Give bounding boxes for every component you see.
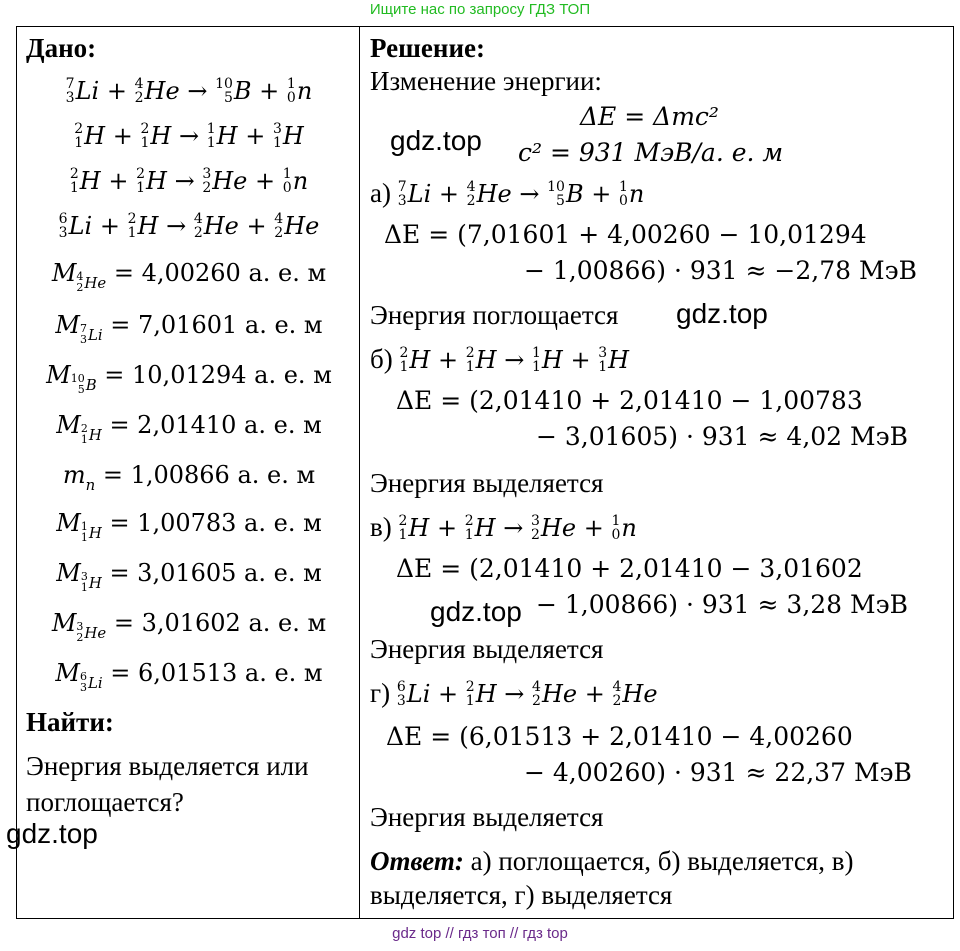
header-banner[interactable]: Ищите нас по запросу ГДЗ ТОП [369,1,591,18]
mass-value: = 2,01410 а. е. м [109,411,322,439]
mass-symbol: M [55,311,80,339]
mass-value: = 1,00866 а. е. м [102,461,316,489]
part-label: б) [370,344,393,374]
isotope-numbers: 6 3 [58,210,68,241]
part-c-conclusion: Энергия выделяется [370,634,604,664]
formula-c2: c² = 931 МэВ/а. е. м [518,138,784,167]
column-divider [359,26,360,919]
mass-symbol: M [56,411,81,439]
mass-he4: M 4 2 He = 4,00260 а. е. м [51,259,327,294]
isotope-numbers: 1 0 [282,165,292,196]
find-heading: Найти: [26,707,114,737]
isotope-h2: 2 1 [80,421,88,446]
isotope-numbers: 10 5 [215,75,233,106]
reaction-formula: 2 1 H + 2 1 H → 1 1 H + 3 1 H [399,344,630,375]
mass-value: = 3,01605 а. е. м [109,559,322,587]
solution-intro: Изменение энергии: [370,66,602,96]
part-a-calc-2: − 1,00866) · 931 ≈ −2,78 МэВ [524,256,917,285]
answer-text-1: а) поглощается, б) выделяется, в) [463,846,854,876]
mass-neutron: mn = 1,00866 а. е. м [62,461,316,494]
isotope-numbers: 2 1 [140,120,150,151]
isotope-numbers: 7 3 [65,75,75,106]
part-d-calc-2: − 4,00260) · 931 ≈ 22,37 МэВ [524,758,912,787]
isotope-numbers: 7 3 [397,178,407,209]
mass-value: = 7,01601 а. е. м [110,311,323,339]
watermark: gdz.top [6,818,98,849]
isotope-numbers: 3 2 [202,165,212,196]
isotope-numbers: 1 1 [206,120,216,151]
isotope-numbers: 6 3 [396,678,406,709]
answer-text-2: выделяется, г) выделяется [370,880,673,910]
mass-value: = 3,01602 а. е. м [113,609,327,637]
isotope-numbers: 4 2 [193,210,203,241]
formula-energy: ΔE = Δmc² [580,102,719,131]
part-d-conclusion: Энергия выделяется [370,802,604,832]
mass-symbol: M [46,361,71,389]
isotope-numbers: 4 2 [612,678,622,709]
isotope-he4: 4 2 [76,269,84,294]
question-text: Энергия выделяется или поглощается? [26,751,309,817]
isotope-h1: 1 1 [80,519,88,544]
isotope-li7: 7 3 [79,321,87,346]
isotope-numbers: 2 1 [464,512,474,543]
part-c-calc-1: ΔE = (2,01410 + 2,01410 − 3,01602 [396,554,863,583]
reaction-formula: 2 1 H + 2 1 H → 3 2 He + 1 0 n [398,512,637,543]
part-label: а) [370,178,391,208]
part-a-reaction [370,176,644,211]
part-b-calc-1: ΔE = (2,01410 + 2,01410 − 1,00783 [396,386,863,415]
reaction-formula: 6 3 Li + 2 1 H → 4 2 He + 4 2 He [396,678,658,709]
mass-h3: M 3 1 H = 3,01605 а. е. м [56,559,322,594]
isotope-numbers: 4 2 [532,678,541,709]
mass-symbol: M [51,259,77,287]
isotope-numbers: 2 1 [69,165,79,196]
isotope-numbers: 3 2 [531,512,540,543]
isotope-numbers: 10 5 [547,178,565,209]
isotope-numbers: 2 1 [465,344,475,375]
mass-symbol: M [51,609,77,637]
isotope-numbers: 2 1 [136,165,145,196]
mass-h1: M 1 1 H = 1,00783 а. е. м [56,509,322,544]
isotope-numbers: 4 2 [134,75,144,106]
isotope-he3: 3 2 [76,619,84,644]
mass-li6: M 6 3 Li = 6,01513 а. е. м [55,659,323,694]
part-b-reaction [370,342,629,377]
mass-b10: M 10 5 B = 10,01294 а. е. м [46,361,332,396]
answer [370,844,854,878]
solution-heading: Решение: [370,33,485,63]
mass-symbol: M [56,509,81,537]
part-b-conclusion: Энергия выделяется [370,468,604,498]
isotope-numbers: 1 0 [286,75,296,106]
reaction-formula: 7 3 Li + 4 2 He → 10 5 B + 1 0 n [397,178,645,209]
isotope-li6: 6 3 [79,669,87,694]
mass-value: = 1,00783 а. е. м [109,509,322,537]
mass-symbol: m [62,461,86,489]
isotope-b10: 10 5 [70,371,85,396]
isotope-numbers: 1 1 [531,344,541,375]
isotope-numbers: 1 0 [611,512,621,543]
mass-value: = 4,00260 а. е. м [113,259,327,287]
part-b-calc-2: − 3,01605) · 931 ≈ 4,02 МэВ [536,422,909,451]
mass-symbol: M [55,659,80,687]
isotope-numbers: 2 1 [465,678,475,709]
isotope-numbers: 4 2 [274,210,284,241]
mass-value: = 6,01513 а. е. м [110,659,323,687]
isotope-numbers: 2 1 [127,210,137,241]
mass-li7: M 7 3 Li = 7,01601 а. е. м [55,311,323,346]
watermark: gdz.top [390,125,482,156]
part-d-calc-1: ΔE = (6,01513 + 2,01410 − 4,00260 [386,722,853,751]
mass-value: = 10,01294 а. е. м [104,361,332,389]
isotope-numbers: 2 1 [399,344,409,375]
footer-banner[interactable]: gdz top // гдз топ // гдз top [392,925,568,942]
isotope-numbers: 2 1 [398,512,408,543]
part-d-reaction [370,676,658,711]
given-reaction-3: 2 1 H + 2 1 H → 3 2 He + 1 0 n [69,165,309,196]
given-reaction-1: 7 3 Li + 4 2 He → 10 5 B + 1 0 n [65,75,313,106]
part-a-calc-1: ΔE = (7,01601 + 4,00260 − 10,01294 [384,220,867,249]
part-label: в) [370,512,392,542]
mass-symbol: M [56,559,81,587]
mass-h2: M 2 1 H = 2,01410 а. е. м [56,411,322,446]
isotope-h3: 3 1 [80,569,88,594]
part-label: г) [370,678,391,708]
mass-he3: M 3 2 He = 3,01602 а. е. м [51,609,327,644]
isotope-numbers: 4 2 [466,178,476,209]
watermark: gdz.top [676,298,768,329]
given-heading: Дано: [26,33,97,63]
given-reaction-2: 2 1 H + 2 1 H → 1 1 H + 3 1 H [74,120,304,151]
watermark: gdz.top [430,596,522,627]
isotope-numbers: 3 1 [598,344,608,375]
isotope-numbers: 3 1 [272,120,282,151]
isotope-numbers: 1 0 [618,178,628,209]
part-c-calc-2: − 1,00866) · 931 ≈ 3,28 МэВ [536,590,909,619]
given-reaction-4: 6 3 Li + 2 1 H → 4 2 He + 4 2 He [58,210,320,241]
part-c-reaction [370,510,637,545]
answer-label: Ответ: [370,846,464,876]
isotope-numbers: 2 1 [74,120,84,151]
part-a-conclusion: Энергия поглощается [370,300,619,330]
